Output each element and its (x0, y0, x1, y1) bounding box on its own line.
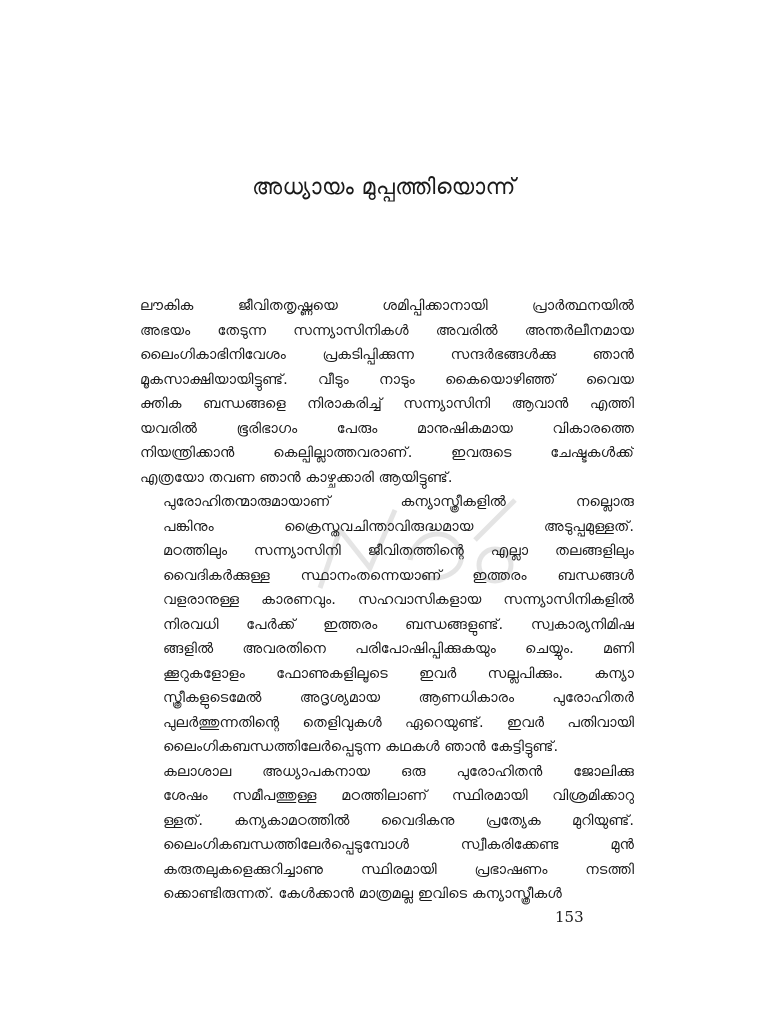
text-line: ലൈംഗികബന്ധത്തിലേർപ്പെടുന്ന കഥകൾ ഞാൻ കേട്ടിട്ടുണ്ട്. (163, 738, 559, 755)
text-line: മൂകസാക്ഷിയായിട്ടുണ്ട്. വീടും നാടും കൈയൊഴിഞ്ഞ് വൈയ (140, 370, 634, 388)
text-line: നിയന്ത്രിക്കാൻ കെല്പില്ലാത്തവരാണ്. ഇവരുടെ ചേഷ്ടകൾക്ക് (140, 444, 634, 461)
text-line: പുലർത്തുന്നതിന്റെ തെളിവുകൾ ഏറെയുണ്ട്. ഇവർ പതിവായി (163, 713, 634, 731)
text-line: യവരിൽ ഭൂരിഭാഗം പേരും മാനുഷികമായ വികാരത്തെ (140, 419, 634, 437)
text-line: ക്കൊണ്ടിരുന്നത്. കേൾക്കാൻ മാത്രമല്ല ഇവിടെ കന്യാസ്ത്രീകൾ (163, 885, 562, 902)
paragraph-2 (140, 490, 634, 760)
text-line: എത്രയോ തവണ ഞാൻ കാഴ്ചക്കാരി ആയിട്ടുണ്ട്. (140, 468, 453, 486)
text-line: ലൗകിക ജീവിതതൃഷ്ണയെ ശമിപ്പിക്കാനായി പ്രാർത്ഥനയിൽ (140, 297, 634, 314)
chapter-title: അധ്യായം മുപ്പത്തിയൊന്ന് (252, 174, 516, 200)
text-line: മഠത്തിലും സന്ന്യാസിനി ജീവിതത്തിന്റെ എല്ലാ തലങ്ങളിലും (163, 542, 634, 559)
text-line: ലൈംഗികബന്ധത്തിലേർപ്പെടുമ്പോൾ സ്വീകരിക്കേണ്ട മുൻ (163, 836, 634, 853)
text-line: ക്തിക ബന്ധങ്ങളെ നിരാകരിച്ച് സന്ന്യാസിനി ആവാൻ എത്തി (140, 395, 634, 412)
text-line: വളരാനുള്ള കാരണവും. സഹവാസികളായ സന്ന്യാസിനികളിൽ (163, 591, 634, 608)
text-line: വൈദികർക്കുള്ള സ്ഥാനംതന്നെയാണ് ഇത്തരം ബന്ധങ്ങൾ (163, 566, 634, 584)
page-number: 153 (555, 908, 584, 926)
text-line: സ്ത്രീകളുടെമേൽ അദൃശ്യമായ ആണധികാരം പുരോഹിതർ (163, 689, 634, 706)
text-line: ശേഷം സമീപത്തുള്ള മഠത്തിലാണ് സ്ഥിരമായി വിശ്രമിക്കാറു (163, 787, 634, 804)
paragraph-1 (140, 294, 634, 490)
text-line: അഭയം തേടുന്ന സന്ന്യാസിനികൾ അവരിൽ അന്തർലീനമായ (140, 321, 634, 339)
text-line: ങ്ങളിൽ അവരതിനെ പരിപോഷിപ്പിക്കുകയും ചെയ്യും. മണി (163, 640, 634, 657)
text-line: പങ്കിനും ക്രൈസ്തവചിന്താവിരുദ്ധമായ അടുപ്പമുള്ളത്. (163, 517, 634, 535)
text-line: കരുതലുകളെക്കുറിച്ചാണു സ്ഥിരമായി പ്രഭാഷണം നടത്തി (163, 860, 634, 878)
body-text (140, 294, 634, 907)
text-line: ള്ളത്. കന്യകാമഠത്തിൽ വൈദികനു പ്രത്യേക മുറിയുണ്ട്. (163, 811, 634, 829)
text-line: കലാശാല അധ്യാപകനായ ഒരു പുരോഹിതൻ ജോലിക്കു (163, 762, 634, 780)
text-line: ലൈംഗികാഭിനിവേശം പ്രകടിപ്പിക്കുന്ന സന്ദർഭങ്ങൾക്കു ഞാൻ (140, 346, 634, 363)
text-line: പുരോഹിതന്മാരുമായാണ് കന്യാസ്ത്രീകളിൽ നല്ലൊരു (163, 493, 634, 510)
text-line: നിരവധി പേർക്ക് ഇത്തരം ബന്ധങ്ങളുണ്ട്. സ്വകാര്യനിമിഷ (163, 615, 634, 633)
text-line: ക്കൂറുകളോളം ഫോണുകളിലൂടെ ഇവർ സല്ലപിക്കും. കന്യാ (163, 664, 634, 682)
paragraph-3 (140, 760, 634, 907)
